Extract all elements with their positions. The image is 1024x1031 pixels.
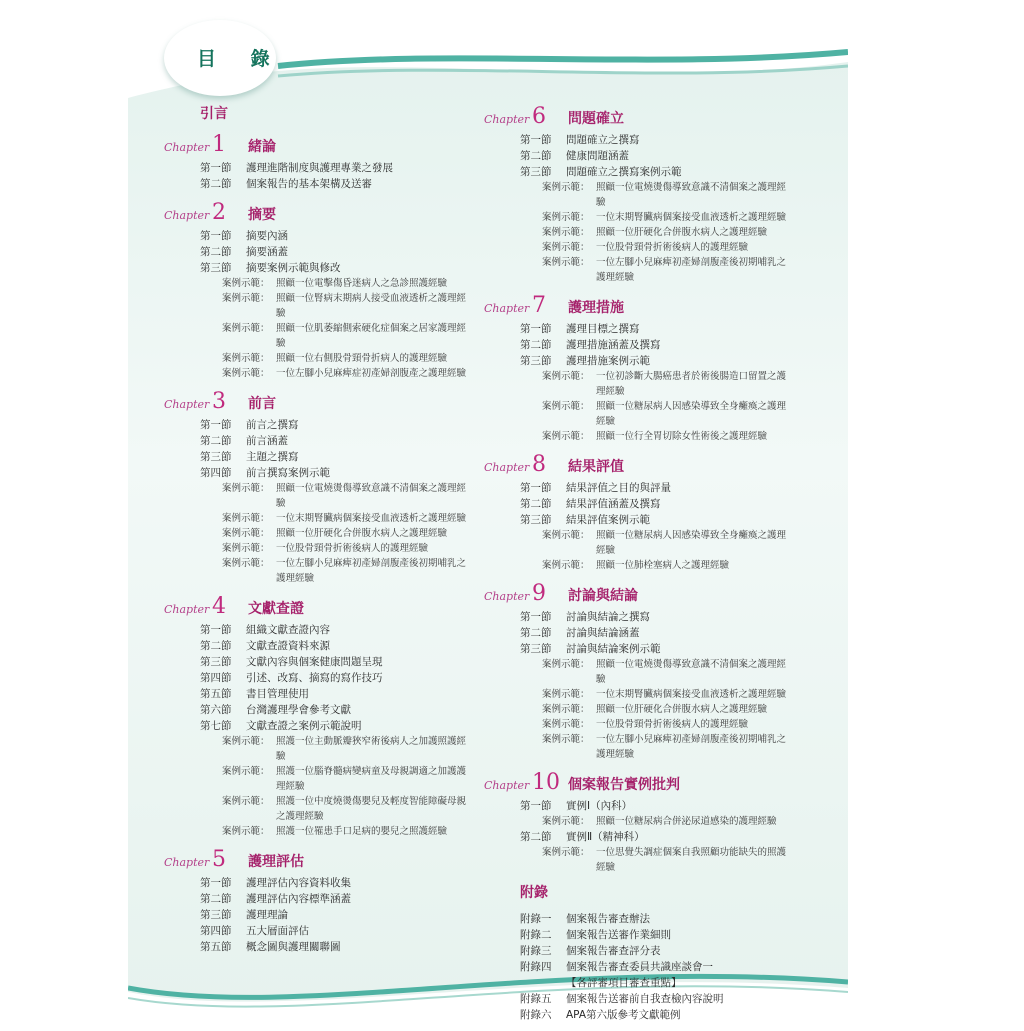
section-title: 護理目標之撰寫: [566, 323, 640, 335]
chapter-number: 6: [532, 104, 546, 129]
case-example-label: 案例示範：: [222, 528, 270, 539]
case-example-title: 照顧一位電燒燙傷導致意識不清個案之護理經驗: [596, 182, 787, 208]
case-example-item[interactable]: [542, 558, 814, 573]
section-label: 第一節: [520, 134, 552, 146]
chapter-title: 討論與結論: [568, 588, 638, 604]
chapter-heading[interactable]: [164, 389, 494, 415]
case-example-title: 照顧一位腎病末期病人接受血液透析之護理經驗: [276, 293, 467, 319]
appendix-label: 附錄五: [520, 993, 552, 1005]
section-item[interactable]: [520, 641, 814, 657]
section-label: 第二節: [520, 339, 552, 351]
case-example-label: 案例示範：: [222, 766, 270, 777]
chapter-title: 前言: [248, 396, 276, 412]
section-label: 第二節: [200, 246, 232, 258]
section-item[interactable]: [200, 638, 494, 654]
section-item[interactable]: [200, 417, 494, 433]
appendix-label: 附錄四: [520, 961, 552, 973]
chapter-heading[interactable]: [484, 452, 814, 478]
chapter-label: Chapter: [484, 779, 530, 792]
case-example-title: 照顧一位糖尿病合併泌尿道感染的護理經驗: [596, 816, 777, 827]
case-example-item[interactable]: [542, 399, 814, 429]
case-example-label: 案例示範：: [542, 560, 590, 571]
section-title: 護理措施案例示範: [566, 355, 650, 367]
case-example-item[interactable]: [222, 511, 494, 526]
chapter-number: 1: [212, 132, 226, 157]
case-example-item[interactable]: [542, 369, 814, 399]
section-title: 摘要案例示範與修改: [246, 262, 341, 274]
case-example-label: 案例示範：: [542, 719, 590, 730]
chapter-block: [484, 770, 814, 875]
chapter-block: [164, 200, 494, 381]
case-example-label: 案例示範：: [542, 212, 590, 223]
section-title: 摘要涵蓋: [246, 246, 288, 258]
chapter-number: 4: [212, 594, 226, 619]
appendix-block: [484, 883, 814, 1023]
section-title: 護理評估內容資料收集: [246, 877, 351, 889]
section-title: 護理進階制度與護理專業之發展: [246, 162, 393, 174]
section-item[interactable]: [520, 512, 814, 528]
case-example-label: 案例示範：: [222, 736, 270, 747]
chapter-block: [164, 847, 494, 955]
section-label: 第一節: [200, 230, 232, 242]
section-title: 台灣護理學會參考文獻: [246, 704, 351, 716]
chapter-block: [484, 104, 814, 285]
chapter-label: Chapter: [164, 141, 210, 154]
chapter-heading[interactable]: [164, 594, 494, 620]
case-example-item[interactable]: [222, 351, 494, 366]
section-item[interactable]: [200, 449, 494, 465]
case-example-title: 照護一位中度燒燙傷嬰兒及輕度智能障礙母親之護理經驗: [276, 796, 467, 822]
section-title: 討論與結論案例示範: [566, 643, 661, 655]
section-item[interactable]: [200, 686, 494, 702]
section-title: 結果評值涵蓋及撰寫: [566, 498, 661, 510]
section-title: 實例Ⅱ（精神科）: [566, 831, 645, 843]
appendix-item[interactable]: [520, 959, 814, 975]
case-example-title: 照顧一位電燒燙傷導致意識不清個案之護理經驗: [596, 659, 787, 685]
intro-heading[interactable]: 引言: [200, 106, 228, 122]
chapter-label: Chapter: [164, 398, 210, 411]
case-example-item[interactable]: [542, 657, 814, 687]
section-title: 概念圖與護理關聯圖: [246, 941, 341, 953]
section-label: 第三節: [520, 643, 552, 655]
case-example-label: 案例示範：: [222, 323, 270, 334]
chapter-title: 個案報告實例批判: [568, 777, 680, 793]
section-label: 第一節: [520, 482, 552, 494]
section-label: 第三節: [520, 514, 552, 526]
section-title: 問題確立之撰寫案例示範: [566, 166, 682, 178]
section-title: 組織文獻查證內容: [246, 624, 330, 636]
section-title: 書目管理使用: [246, 688, 309, 700]
case-example-label: 案例示範：: [222, 558, 270, 569]
chapter-heading[interactable]: [164, 847, 494, 873]
case-example-title: 照顧一位糖尿病人因感染導致全身癱瘓之護理經驗: [596, 530, 787, 556]
section-label: 第一節: [520, 800, 552, 812]
case-example-item[interactable]: [542, 687, 814, 702]
case-example-title: 照顧一位右側股骨頸骨折病人的護理經驗: [276, 353, 448, 364]
appendix-title: 個案報告審查委員共識座談會一: [566, 961, 713, 973]
section-label: 第二節: [200, 893, 232, 905]
section-label: 第一節: [520, 611, 552, 623]
page-title: 目 錄: [197, 48, 284, 70]
section-label: 第一節: [520, 323, 552, 335]
chapter-number: 10: [532, 770, 560, 795]
section-label: 第五節: [200, 688, 232, 700]
chapter-label: Chapter: [164, 603, 210, 616]
section-label: 第二節: [200, 640, 232, 652]
section-item[interactable]: [520, 353, 814, 369]
section-item[interactable]: [520, 625, 814, 641]
section-item[interactable]: [520, 496, 814, 512]
section-title: 結果評值案例示範: [566, 514, 650, 526]
case-example-title: 一位股骨頸骨折術後病人的護理經驗: [276, 543, 429, 554]
section-item[interactable]: [200, 160, 494, 176]
case-example-label: 案例示範：: [222, 513, 270, 524]
chapter-block: [164, 389, 494, 586]
section-label: 第三節: [200, 656, 232, 668]
chapter-title: 護理措施: [568, 300, 624, 316]
section-title: 主題之撰寫: [246, 451, 299, 463]
section-label: 第四節: [200, 467, 232, 479]
section-item[interactable]: [200, 939, 494, 955]
section-label: 第三節: [200, 262, 232, 274]
case-example-item[interactable]: [222, 481, 494, 511]
chapter-number: 9: [532, 581, 546, 606]
appendix-item[interactable]: [520, 911, 814, 927]
case-example-title: 一位股骨頸骨折術後病人的護理經驗: [596, 719, 749, 730]
chapter-block: [484, 452, 814, 573]
case-example-title: 照顧一位肌萎縮側索硬化症個案之居家護理經驗: [276, 323, 467, 349]
section-label: 第三節: [520, 355, 552, 367]
section-item[interactable]: [200, 718, 494, 734]
section-title: 討論與結論之撰寫: [566, 611, 650, 623]
case-example-label: 案例示範：: [542, 242, 590, 253]
case-example-title: 一位初診斷大腸癌患者於術後腸造口留置之護理經驗: [596, 371, 787, 397]
case-example-title: 照顧一位電燒燙傷導致意識不清個案之護理經驗: [276, 483, 467, 509]
case-example-item[interactable]: [542, 255, 814, 285]
section-title: 五大層面評估: [246, 925, 309, 937]
case-example-title: 一位思覺失調症個案自我照顧功能缺失的照護經驗: [596, 847, 787, 873]
section-title: 摘要內涵: [246, 230, 288, 242]
section-item[interactable]: [200, 654, 494, 670]
section-label: 第二節: [520, 831, 552, 843]
case-example-label: 案例示範：: [542, 659, 590, 670]
case-example-title: 照顧一位電擊傷昏迷病人之急診照護經驗: [276, 278, 448, 289]
appendix-label: [520, 975, 566, 991]
appendix-item[interactable]: [520, 975, 814, 991]
section-title: 健康問題涵蓋: [566, 150, 629, 162]
case-example-title: 一位末期腎臟病個案接受血液透析之護理經驗: [596, 212, 787, 223]
case-example-title: 一位左腳小兒麻痺症初產婦剖腹產之護理經驗: [276, 368, 467, 379]
case-example-item[interactable]: [542, 717, 814, 732]
case-example-item[interactable]: [222, 794, 494, 824]
appendix-title: 個案報告送審前自我查檢內容說明: [566, 993, 724, 1005]
case-example-label: 案例示範：: [222, 483, 270, 494]
section-item[interactable]: [200, 260, 494, 276]
section-label: 第一節: [200, 162, 232, 174]
section-title: 討論與結論涵蓋: [566, 627, 640, 639]
case-example-item[interactable]: [542, 845, 814, 875]
section-title: 護理措施涵蓋及撰寫: [566, 339, 661, 351]
case-example-item[interactable]: [222, 526, 494, 541]
section-label: 第三節: [520, 166, 552, 178]
section-title: 個案報告的基本架構及送審: [246, 178, 372, 190]
section-item[interactable]: [200, 891, 494, 907]
section-item[interactable]: [200, 244, 494, 260]
chapter-label: Chapter: [484, 590, 530, 603]
case-example-title: 一位左腳小兒麻痺初產婦剖腹產後初期哺乳之護理經驗: [276, 558, 467, 584]
chapter-title: 結果評值: [568, 459, 624, 475]
case-example-label: 案例示範：: [542, 431, 590, 442]
chapter-block: [484, 581, 814, 762]
case-example-item[interactable]: [542, 814, 814, 829]
case-example-label: 案例示範：: [542, 734, 590, 745]
chapter-number: 3: [212, 389, 226, 414]
appendix-title: 【各評審項目審查重點】: [566, 977, 682, 989]
section-item[interactable]: [520, 798, 814, 814]
chapter-label: Chapter: [484, 461, 530, 474]
section-item[interactable]: [200, 923, 494, 939]
case-example-label: 案例示範：: [222, 278, 270, 289]
section-item[interactable]: [200, 622, 494, 638]
chapter-label: Chapter: [484, 113, 530, 126]
section-title: 問題確立之撰寫: [566, 134, 640, 146]
appendix-item[interactable]: [520, 927, 814, 943]
case-example-item[interactable]: [222, 276, 494, 291]
case-example-title: 照護一位罹患手口足病的嬰兒之照護經驗: [276, 826, 448, 837]
chapter-heading[interactable]: [484, 293, 814, 319]
section-item[interactable]: [520, 337, 814, 353]
case-example-item[interactable]: [542, 225, 814, 240]
case-example-item[interactable]: [542, 180, 814, 210]
section-item[interactable]: [520, 321, 814, 337]
case-example-label: 案例示範：: [542, 227, 590, 238]
case-example-item[interactable]: [222, 734, 494, 764]
section-label: 第二節: [520, 150, 552, 162]
section-item[interactable]: [520, 609, 814, 625]
chapter-heading[interactable]: [484, 770, 814, 796]
case-example-label: 案例示範：: [542, 816, 590, 827]
section-item[interactable]: [200, 228, 494, 244]
chapter-block: [484, 293, 814, 444]
appendix-item[interactable]: [520, 991, 814, 1007]
chapter-label: Chapter: [164, 856, 210, 869]
chapter-label: Chapter: [164, 209, 210, 222]
chapter-heading[interactable]: [484, 104, 814, 130]
section-item[interactable]: [200, 907, 494, 923]
section-item[interactable]: [520, 480, 814, 496]
case-example-item[interactable]: [542, 702, 814, 717]
appendix-item[interactable]: [520, 943, 814, 959]
case-example-item[interactable]: [542, 210, 814, 225]
case-example-item[interactable]: [542, 240, 814, 255]
case-example-label: 案例示範：: [542, 401, 590, 412]
section-title: 文獻內容與個案健康問題呈現: [246, 656, 383, 668]
chapter-title: 緒論: [248, 139, 276, 155]
case-example-item[interactable]: [542, 732, 814, 762]
case-example-item[interactable]: [222, 764, 494, 794]
section-item[interactable]: [520, 148, 814, 164]
chapter-number: 8: [532, 452, 546, 477]
section-item[interactable]: [520, 829, 814, 845]
case-example-title: 一位左腳小兒麻痺初產婦剖腹產後初期哺乳之護理經驗: [596, 257, 787, 283]
section-label: 第一節: [200, 624, 232, 636]
chapter-heading[interactable]: [164, 200, 494, 226]
case-example-label: 案例示範：: [222, 796, 270, 807]
chapter-block: [164, 132, 494, 192]
section-title: 引述、改寫、摘寫的寫作技巧: [246, 672, 383, 684]
section-item[interactable]: [520, 164, 814, 180]
case-example-label: 案例示範：: [542, 371, 590, 382]
chapter-title: 文獻查證: [248, 601, 304, 617]
case-example-title: 照顧一位肝硬化合併腹水病人之護理經驗: [596, 227, 768, 238]
case-example-title: 照顧一位糖尿病人因感染導致全身癱瘓之護理經驗: [596, 401, 787, 427]
case-example-item[interactable]: [222, 824, 494, 839]
case-example-label: 案例示範：: [222, 826, 270, 837]
appendix-label: 附錄二: [520, 929, 552, 941]
section-label: 第三節: [200, 451, 232, 463]
case-example-item[interactable]: [222, 291, 494, 321]
case-example-item[interactable]: [222, 556, 494, 586]
case-example-label: 案例示範：: [542, 689, 590, 700]
section-label: 第六節: [200, 704, 232, 716]
case-example-title: 照顧一位行全胃切除女性術後之護理經驗: [596, 431, 768, 442]
appendix-list: [484, 911, 814, 1023]
appendix-item[interactable]: [520, 1007, 814, 1023]
section-title: 前言撰寫案例示範: [246, 467, 330, 479]
section-label: 第一節: [200, 419, 232, 431]
case-example-item[interactable]: [542, 429, 814, 444]
section-item[interactable]: [200, 875, 494, 891]
appendix-label: 附錄三: [520, 945, 552, 957]
case-example-item[interactable]: [222, 321, 494, 351]
chapter-number: 5: [212, 847, 226, 872]
case-example-title: 一位末期腎臟病個案接受血液透析之護理經驗: [596, 689, 787, 700]
section-item[interactable]: [200, 465, 494, 481]
section-label: 第一節: [200, 877, 232, 889]
section-item[interactable]: [200, 176, 494, 192]
appendix-title: 個案報告審查評分表: [566, 945, 661, 957]
case-example-label: 案例示範：: [222, 293, 270, 304]
case-example-label: 案例示範：: [542, 257, 590, 268]
section-title: 文獻查證資料來源: [246, 640, 330, 652]
section-label: 第二節: [200, 178, 232, 190]
case-example-item[interactable]: [222, 366, 494, 381]
chapter-number: 2: [212, 200, 226, 225]
section-title: 前言涵蓋: [246, 435, 288, 447]
section-label: 第五節: [200, 941, 232, 953]
chapter-number: 7: [532, 293, 546, 318]
section-item[interactable]: [520, 132, 814, 148]
appendix-heading[interactable]: 附錄: [520, 885, 548, 901]
appendix-label: 附錄一: [520, 913, 552, 925]
appendix-title: 個案報告審查辦法: [566, 913, 650, 925]
appendix-title: APA第六版參考文獻範例: [566, 1009, 681, 1021]
case-example-title: 照顧一位肝硬化合併腹水病人之護理經驗: [276, 528, 448, 539]
case-example-title: 一位股骨頸骨折術後病人的護理經驗: [596, 242, 749, 253]
chapter-title: 護理評估: [248, 854, 304, 870]
toc-right-column: [484, 104, 814, 1031]
case-example-title: 一位末期腎臟病個案接受血液透析之護理經驗: [276, 513, 467, 524]
section-title: 護理理論: [246, 909, 288, 921]
appendix-title: 個案報告送審作業細則: [566, 929, 671, 941]
section-label: 第七節: [200, 720, 232, 732]
toc-left-column: [164, 104, 494, 963]
chapter-title: 問題確立: [568, 111, 624, 127]
case-example-label: 案例示範：: [542, 182, 590, 193]
section-title: 前言之撰寫: [246, 419, 299, 431]
section-title: 實例Ⅰ（內科）: [566, 800, 633, 812]
case-example-item[interactable]: [222, 541, 494, 556]
chapter-label: Chapter: [484, 302, 530, 315]
case-example-label: 案例示範：: [222, 353, 270, 364]
case-example-label: 案例示範：: [222, 543, 270, 554]
case-example-title: 照護一位腦脊髓病變病童及母親調適之加護護理經驗: [276, 766, 467, 792]
right-chapter-list: [484, 104, 814, 875]
section-label: 第二節: [520, 498, 552, 510]
section-item[interactable]: [200, 702, 494, 718]
case-example-label: 案例示範：: [542, 530, 590, 541]
section-label: 第三節: [200, 909, 232, 921]
section-label: 第四節: [200, 672, 232, 684]
section-label: 第二節: [520, 627, 552, 639]
case-example-title: 照顧一位肝硬化合併腹水病人之護理經驗: [596, 704, 768, 715]
appendix-label: 附錄六: [520, 1009, 552, 1021]
section-title: 結果評值之目的與評量: [566, 482, 671, 494]
case-example-item[interactable]: [542, 528, 814, 558]
case-example-title: 一位左腳小兒麻痺初產婦剖腹產後初期哺乳之護理經驗: [596, 734, 787, 760]
section-item[interactable]: [200, 670, 494, 686]
section-title: 文獻查證之案例示範說明: [246, 720, 362, 732]
section-label: 第二節: [200, 435, 232, 447]
case-example-label: 案例示範：: [222, 368, 270, 379]
section-title: 護理評估內容標準涵蓋: [246, 893, 351, 905]
chapter-title: 摘要: [248, 207, 276, 223]
case-example-title: 照顧一位肺栓塞病人之護理經驗: [596, 560, 730, 571]
case-example-label: 案例示範：: [542, 704, 590, 715]
section-item[interactable]: [200, 433, 494, 449]
chapter-block: [164, 594, 494, 839]
left-chapter-list: [164, 132, 494, 955]
chapter-heading[interactable]: [484, 581, 814, 607]
case-example-label: 案例示範：: [542, 847, 590, 858]
case-example-title: 照護一位主動脈瓣狹窄術後病人之加護照護經驗: [276, 736, 467, 762]
section-label: 第四節: [200, 925, 232, 937]
chapter-heading[interactable]: [164, 132, 494, 158]
